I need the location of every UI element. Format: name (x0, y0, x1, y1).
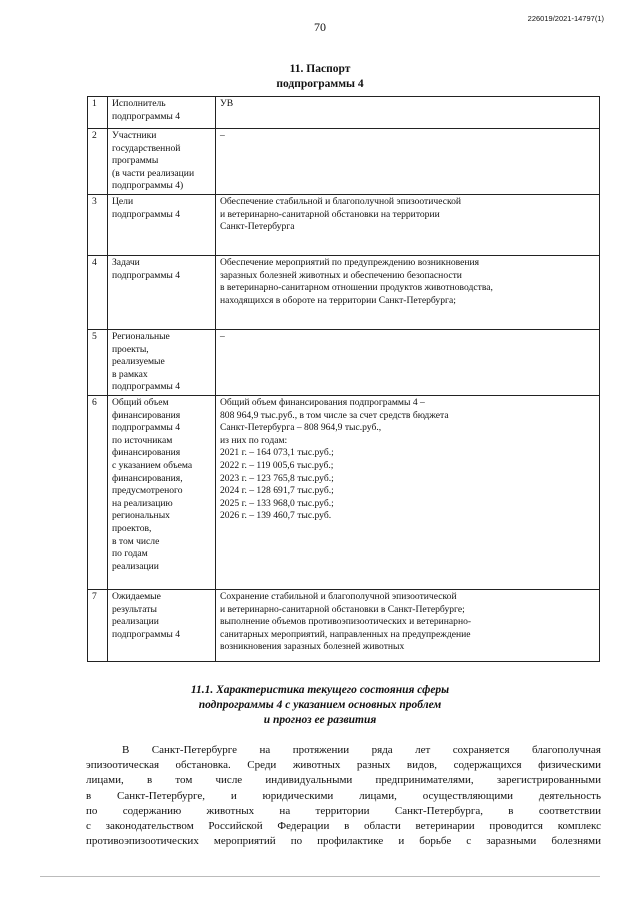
passport-title-line: подпрограммы 4 (276, 78, 364, 90)
row-label-line: Ожидаемые (112, 591, 161, 602)
row-value-line: находящихся в обороте на территории Санкт-Петербурга; (220, 294, 456, 306)
row-label-line: Задачи (112, 257, 140, 268)
table-row (88, 330, 600, 396)
row-label-line: подпрограммы 4 (112, 208, 181, 220)
row-value-line: Общий объем финансирования подпрограммы 4 – (220, 397, 425, 408)
paragraph-line: с законодательством Российской Федерации в области ветеринарии проводится комплекс (86, 820, 601, 833)
row-value-line: заразных болезней животных и обеспечению безопасности (220, 269, 462, 281)
document-code: 226019/2021-14797(1) (527, 14, 604, 23)
row-value-line: 2023 г. – 123 765,8 тыс.руб.; (220, 472, 334, 484)
row-value-line: выполнение объемов противоэпизоотических и ветеринарно- (220, 616, 472, 628)
row-label (108, 129, 216, 195)
row-number: 3 (88, 195, 108, 256)
paragraph-line: противоэпизоотических мероприятий по профилактике и борьбе с заразными болезнями (86, 835, 601, 848)
row-label-line: финансирования (112, 447, 181, 459)
row-value-line: в ветеринарно-санитарном отношении продуктов животноводства, (220, 282, 493, 294)
paragraph-line: эпизоотическая обстановка. Среди животных разных видов, содержащихся физическими (86, 759, 601, 772)
page-number: 70 (314, 20, 326, 34)
table-row (88, 256, 600, 330)
row-label (108, 590, 216, 662)
row-value-line: из них по годам: (220, 434, 288, 446)
row-label-line: Исполнитель (112, 98, 166, 109)
row-value (216, 330, 600, 396)
paragraph-line: лицами, в том числе индивидуальными предпринимателями, зарегистрированными (86, 774, 601, 787)
row-label-line: подпрограммы 4 (112, 110, 181, 122)
passport-title-line: 11. Паспорт (289, 63, 351, 75)
row-value-line: и ветеринарно-санитарной обстановки в Санкт-Петербурге; (220, 603, 465, 615)
paragraph-line: В Санкт-Петербурге на протяжении ряда лет сохраняется благополучная (122, 744, 601, 756)
row-value-line: Санкт-Петербурга (220, 221, 295, 233)
row-label-line: финансирования, (112, 472, 183, 484)
table-row (88, 129, 600, 195)
row-label-line: по годам (112, 548, 148, 560)
section-title-line: 11.1. Характеристика текущего состояния сферы (190, 684, 450, 696)
passport-title (0, 62, 640, 92)
row-value-line: 808 964,9 тыс.руб., в том числе за счет средств бюджета (220, 409, 449, 421)
table-row (88, 590, 600, 662)
row-number: 1 (88, 97, 108, 129)
section-title (0, 683, 640, 728)
row-value (216, 129, 600, 195)
table-row (88, 97, 600, 129)
bottom-rule (40, 876, 600, 877)
row-label (108, 97, 216, 129)
row-value-line: УВ (220, 98, 234, 109)
row-value (216, 97, 600, 129)
row-value-line: 2026 г. – 139 460,7 тыс.руб. (220, 510, 332, 522)
row-label-line: подпрограммы 4 (112, 628, 181, 640)
row-label-line: подпрограммы 4) (112, 180, 184, 192)
row-value-line: возникновения заразных болезней животных (220, 641, 405, 653)
row-label-line: региональных (112, 510, 170, 522)
row-label-line: (в части реализации (112, 167, 195, 179)
row-value-line: Сохранение стабильной и благополучной эпизоотической (220, 591, 457, 602)
row-label-line: программы (112, 155, 159, 167)
row-label-line: проекты, (112, 343, 149, 355)
row-label-line: Цели (112, 196, 134, 207)
row-value-line: санитарных мероприятий, направленных на предупреждение (220, 628, 471, 640)
row-label-line: реализации (112, 616, 159, 628)
row-value-line: – (220, 130, 225, 141)
passport-table (87, 96, 600, 662)
row-value-line: и ветеринарно-санитарной обстановки на территории (220, 208, 440, 220)
row-value-line: 2021 г. – 164 073,1 тыс.руб.; (220, 447, 334, 459)
row-label-line: подпрограммы 4 (112, 381, 181, 393)
row-label-line: реализуемые (112, 356, 165, 368)
row-value-line: 2025 г. – 133 968,0 тыс.руб.; (220, 497, 334, 509)
row-label-line: в том числе (112, 535, 160, 547)
row-number: 6 (88, 396, 108, 590)
row-label-line: на реализацию (112, 497, 173, 509)
row-label-line: в рамках (112, 368, 148, 380)
row-label-line: результаты (112, 603, 157, 615)
row-value (216, 590, 600, 662)
section-title-line: подпрограммы 4 с указанием основных проблем (198, 699, 442, 711)
row-label-line: проектов, (112, 522, 152, 534)
row-label (108, 396, 216, 590)
body-paragraph (86, 743, 601, 849)
table-row (88, 195, 600, 256)
row-label-line: подпрограммы 4 (112, 422, 181, 434)
row-number: 2 (88, 129, 108, 195)
row-number: 4 (88, 256, 108, 330)
table-row (88, 396, 600, 590)
row-label-line: реализации (112, 560, 159, 572)
row-label-line: Общий объем (112, 397, 169, 408)
row-label-line: финансирования (112, 409, 181, 421)
paragraph-line: в Санкт-Петербурге, и юридическими лицами, осуществляющими деятельность (86, 789, 601, 802)
row-value-line: Обеспечение стабильной и благополучной эпизоотической (220, 196, 462, 207)
row-label-line: государственной (112, 142, 181, 154)
row-value-line: – (220, 331, 225, 342)
row-number: 5 (88, 330, 108, 396)
row-value (216, 195, 600, 256)
row-label-line: Участники (112, 130, 157, 141)
row-number: 7 (88, 590, 108, 662)
row-value (216, 396, 600, 590)
row-label (108, 256, 216, 330)
section-title-line: и прогноз ее развития (263, 714, 377, 726)
row-label-line: по источникам (112, 434, 173, 446)
paragraph-line: по содержанию животных на территории Санкт-Петербурга, в соответствии (86, 804, 601, 817)
row-label-line: подпрограммы 4 (112, 269, 181, 281)
row-label (108, 195, 216, 256)
row-value (216, 256, 600, 330)
row-value-line: Обеспечение мероприятий по предупреждению возникновения (220, 257, 480, 268)
row-label-line: с указанием объема (112, 459, 193, 471)
row-value-line: 2022 г. – 119 005,6 тыс.руб.; (220, 459, 334, 471)
row-label (108, 330, 216, 396)
row-value-line: 2024 г. – 128 691,7 тыс.руб.; (220, 485, 334, 497)
row-label-line: предусмотреного (112, 485, 183, 497)
row-label-line: Региональные (112, 331, 170, 342)
row-value-line: Санкт-Петербурга – 808 964,9 тыс.руб., (220, 422, 382, 434)
